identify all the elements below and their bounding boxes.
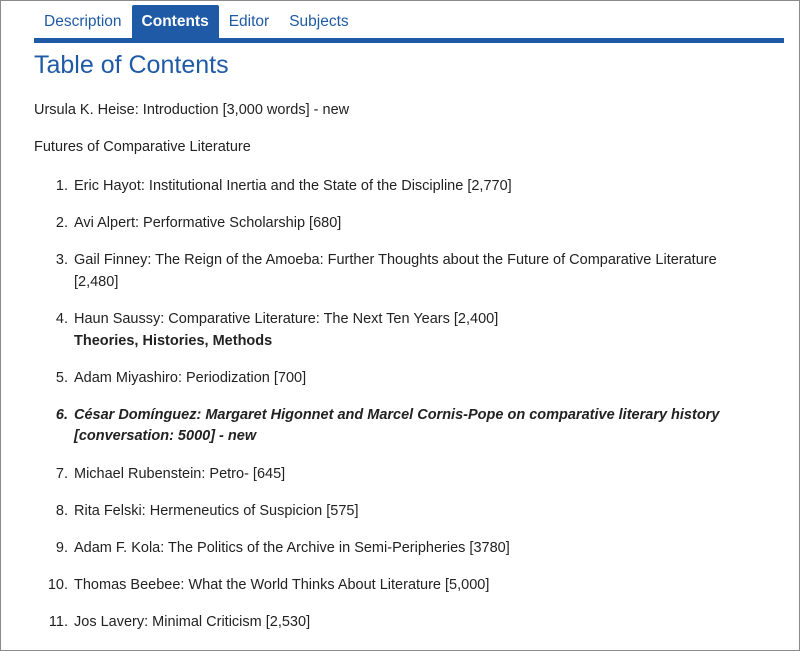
toc-item <box>34 612 764 634</box>
toc-list <box>34 176 764 650</box>
toc-item-text: Avi Alpert: Performative Scholarship [680] <box>74 215 342 232</box>
toc-item-number: 3. <box>55 252 68 269</box>
toc-item-number: 9. <box>55 540 68 556</box>
toc-item <box>34 176 764 198</box>
tab-contents[interactable]: Contents <box>132 5 219 38</box>
toc-item-text: Eric Hayot: Institutional Inertia and the State of the Discipline [2,770] <box>74 178 512 194</box>
toc-item <box>34 464 764 486</box>
toc-item <box>34 538 764 560</box>
toc-item-number: 1. <box>55 178 68 194</box>
toc-item-number: 5. <box>55 369 68 386</box>
toc-item-text: Adam F. Kola: The Politics of the Archive in Semi-Peripheries [3780] <box>74 540 510 556</box>
tab-description[interactable]: Description <box>44 12 122 30</box>
tab-bar <box>34 5 359 38</box>
toc-item-featured <box>34 405 764 448</box>
intro-entry: Ursula K. Heise: Introduction [3,000 words] - new <box>34 102 350 118</box>
toc-item-number: 10. <box>47 577 68 594</box>
page-title: Table of Contents <box>34 51 229 79</box>
toc-subheading: Theories, Histories, Methods <box>74 332 273 349</box>
toc-item-number: 7. <box>55 465 68 482</box>
section-heading: Futures of Comparative Literature <box>34 139 251 155</box>
toc-item <box>34 368 764 390</box>
toc-item-text: Gail Finney: The Reign of the Amoeba: Further Thoughts about the Future of Comparative Literature [2,480] <box>74 252 717 290</box>
toc-item-number: 2. <box>55 215 68 232</box>
toc-item <box>34 309 764 352</box>
toc-item-text: Adam Miyashiro: Periodization [700] <box>74 369 307 386</box>
tab-subjects[interactable]: Subjects <box>289 12 349 30</box>
toc-item-text: Rita Felski: Hermeneutics of Suspicion [575] <box>74 502 359 519</box>
tab-editor[interactable]: Editor <box>228 12 270 30</box>
toc-item <box>34 575 764 597</box>
toc-item-number: 11. <box>48 614 68 631</box>
toc-item-number: 4. <box>55 311 68 328</box>
toc-item-text: Thomas Beebee: What the World Thinks About Literature [5,000] <box>74 577 490 594</box>
toc-item-text: Michael Rubenstein: Petro- [645] <box>74 465 286 482</box>
toc-item <box>34 213 764 235</box>
toc-item-text: César Domínguez: Margaret Higonnet and Marcel Cornis-Pope on comparative literary history [conversation: 5000] - new <box>74 406 720 445</box>
toc-item-text: Haun Saussy: Comparative Literature: The Next Ten Years [2,400] <box>74 311 499 328</box>
toc-item-number: 6. <box>55 406 68 423</box>
toc-item-number: 8. <box>55 502 68 519</box>
toc-item <box>34 250 764 293</box>
toc-item <box>34 501 764 523</box>
toc-item-text: Jos Lavery: Minimal Criticism [2,530] <box>74 614 311 631</box>
tab-underline-bar <box>34 38 784 43</box>
